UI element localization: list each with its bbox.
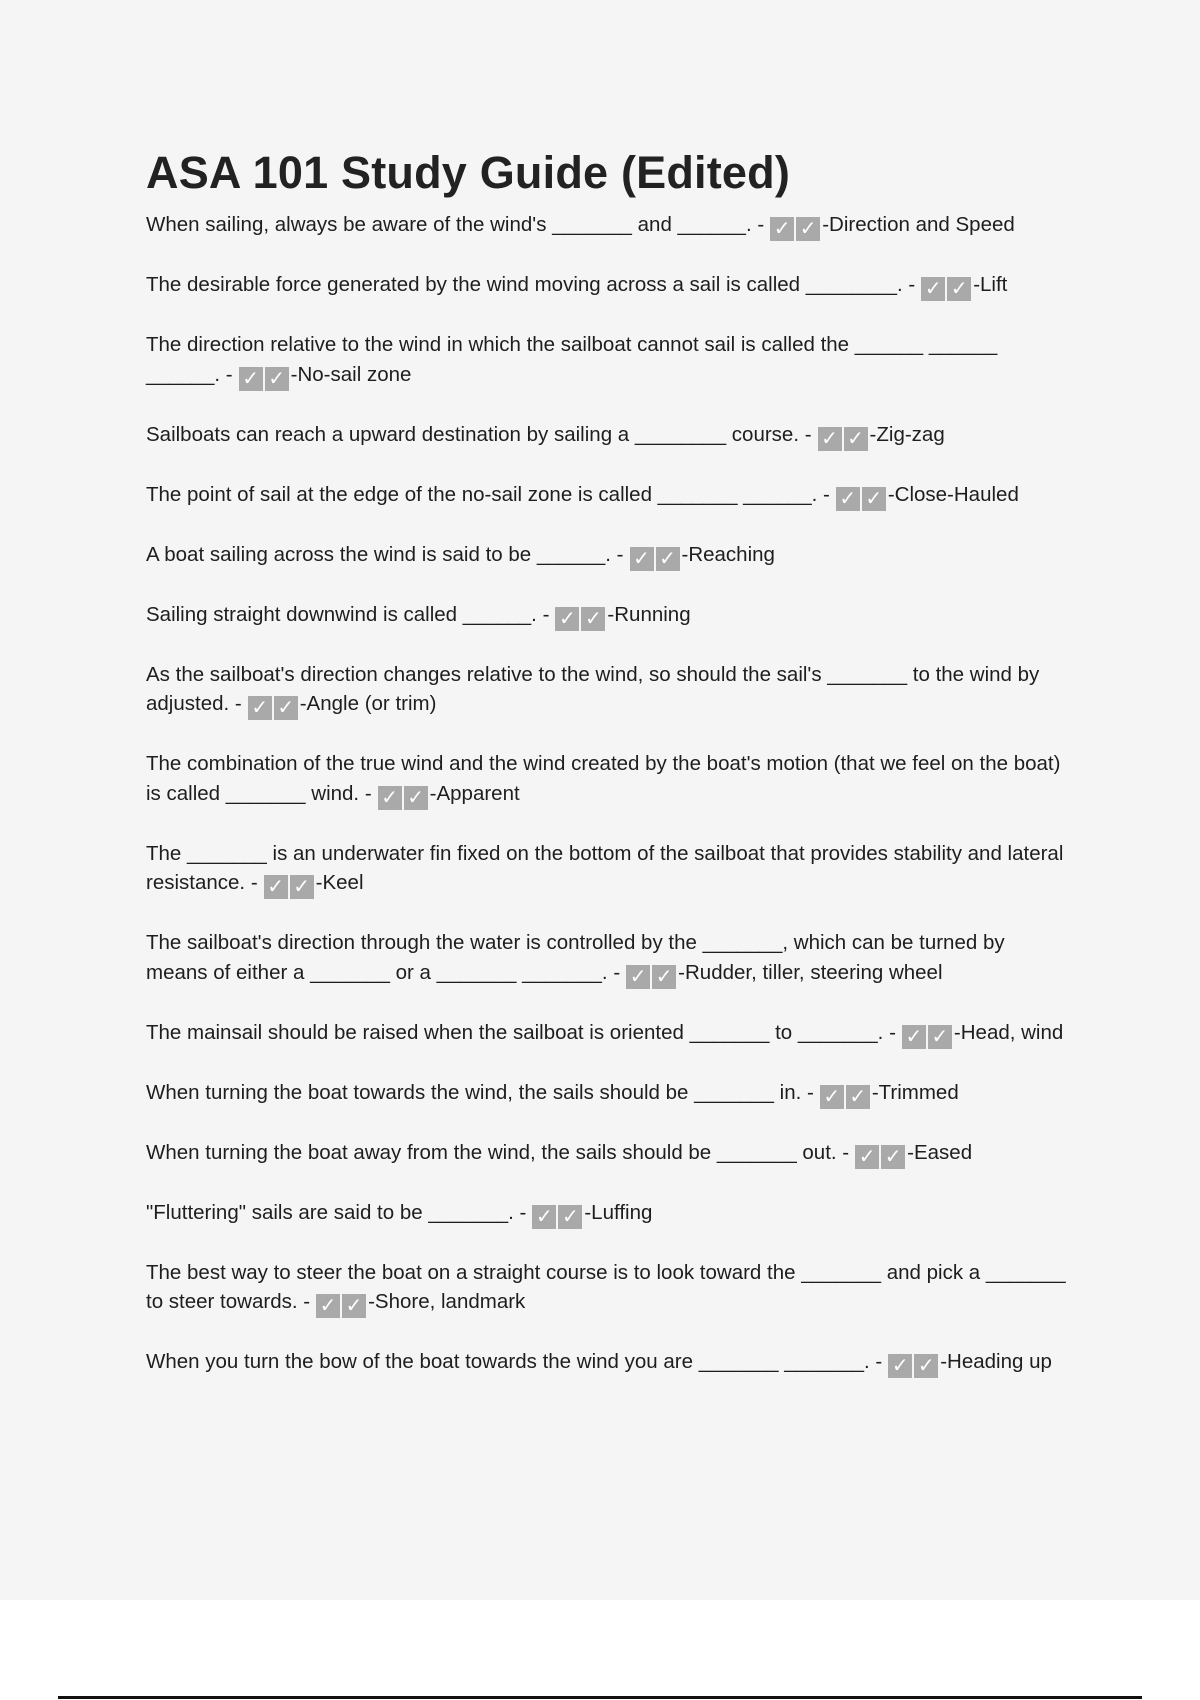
answer-text: -Apparent bbox=[429, 781, 520, 805]
question-text: Sailboats can reach a upward destination by sailing a ________ course. - bbox=[146, 422, 812, 446]
page-divider bbox=[58, 1696, 1142, 1699]
question-item bbox=[146, 270, 1066, 301]
checkmark-icon: ✓ bbox=[902, 1025, 926, 1049]
answer-text: -Rudder, tiller, steering wheel bbox=[678, 960, 943, 984]
question-text: "Fluttering" sails are said to be _______. - bbox=[146, 1200, 527, 1224]
checkmark-icon: ✓ bbox=[404, 786, 428, 810]
question-item bbox=[146, 420, 1066, 451]
checkmark-icon: ✓ bbox=[248, 696, 272, 720]
question-item bbox=[146, 1198, 1066, 1229]
answer-text: -Shore, landmark bbox=[368, 1290, 526, 1313]
question-item bbox=[146, 210, 1066, 241]
checkmark-icon: ✓ bbox=[844, 427, 868, 451]
checkmark-icon: ✓ bbox=[630, 547, 654, 571]
question-list bbox=[146, 210, 1066, 1378]
answer-marker bbox=[630, 543, 682, 570]
checkmark-icon: ✓ bbox=[921, 277, 945, 301]
question-item bbox=[146, 749, 1066, 810]
answer-marker bbox=[626, 961, 678, 988]
checkmark-icon: ✓ bbox=[846, 1085, 870, 1109]
checkmark-icon: ✓ bbox=[836, 487, 860, 511]
answer-text: -Zig-zag bbox=[869, 422, 945, 446]
question-item bbox=[146, 600, 1066, 631]
answer-marker bbox=[888, 1350, 940, 1377]
checkmark-icon: ✓ bbox=[914, 1354, 938, 1378]
answer-marker bbox=[248, 692, 300, 719]
answer-text: -Running bbox=[607, 602, 691, 626]
question-text: Sailing straight downwind is called ______. - bbox=[146, 602, 550, 626]
question-text: The desirable force generated by the wind moving across a sail is called ________. - bbox=[146, 273, 916, 296]
checkmark-icon: ✓ bbox=[290, 875, 314, 899]
answer-text: -No-sail zone bbox=[290, 362, 412, 386]
checkmark-icon: ✓ bbox=[378, 786, 402, 810]
question-item bbox=[146, 330, 1066, 391]
checkmark-icon: ✓ bbox=[862, 487, 886, 511]
question-item bbox=[146, 1347, 1066, 1378]
answer-text: -Keel bbox=[315, 871, 364, 894]
checkmark-icon: ✓ bbox=[626, 965, 650, 989]
answer-text: -Head, wind bbox=[953, 1020, 1064, 1044]
answer-text: -Angle (or trim) bbox=[299, 692, 437, 715]
answer-marker bbox=[836, 483, 888, 510]
question-item bbox=[146, 540, 1066, 571]
question-item bbox=[146, 1258, 1066, 1319]
checkmark-icon: ✓ bbox=[770, 217, 794, 241]
checkmark-icon: ✓ bbox=[818, 427, 842, 451]
question-text: The _______ is an underwater fin fixed on the bottom of the sailboat that provides stability and lateral resistance. - bbox=[146, 841, 1064, 894]
answer-text: -Reaching bbox=[681, 542, 775, 566]
question-item bbox=[146, 660, 1066, 721]
question-text: The sailboat's direction through the water is controlled by the _______, which can be turned by means of either a _______ or a _______ _______. - bbox=[146, 931, 1005, 984]
question-text: The point of sail at the edge of the no-sail zone is called _______ ______. - bbox=[146, 482, 830, 506]
checkmark-icon: ✓ bbox=[796, 217, 820, 241]
question-item bbox=[146, 1138, 1066, 1169]
answer-marker bbox=[902, 1021, 954, 1048]
checkmark-icon: ✓ bbox=[652, 965, 676, 989]
checkmark-icon: ✓ bbox=[342, 1294, 366, 1318]
checkmark-icon: ✓ bbox=[265, 367, 289, 391]
question-item bbox=[146, 1018, 1066, 1049]
question-text: When you turn the bow of the boat towards the wind you are _______ _______. - bbox=[146, 1350, 883, 1373]
answer-marker bbox=[555, 603, 607, 630]
answer-text: -Direction and Speed bbox=[822, 213, 1015, 236]
question-text: As the sailboat's direction changes relative to the wind, so should the sail's _______ to the wind by adjusted. - bbox=[146, 662, 1040, 715]
question-text: The mainsail should be raised when the sailboat is oriented _______ to _______. - bbox=[146, 1020, 896, 1044]
question-text: A boat sailing across the wind is said to be ______. - bbox=[146, 542, 624, 566]
checkmark-icon: ✓ bbox=[274, 696, 298, 720]
checkmark-icon: ✓ bbox=[532, 1205, 556, 1229]
answer-marker bbox=[378, 782, 430, 809]
answer-text: -Lift bbox=[973, 273, 1008, 296]
study-guide-content bbox=[146, 146, 1066, 1407]
answer-text: -Luffing bbox=[584, 1200, 653, 1224]
answer-marker bbox=[820, 1081, 872, 1108]
checkmark-icon: ✓ bbox=[820, 1085, 844, 1109]
answer-text: -Heading up bbox=[940, 1350, 1052, 1373]
question-text: When turning the boat away from the wind, the sails should be _______ out. - bbox=[146, 1140, 850, 1164]
checkmark-icon: ✓ bbox=[581, 607, 605, 631]
checkmark-icon: ✓ bbox=[947, 277, 971, 301]
question-text: When sailing, always be aware of the wind's _______ and ______. - bbox=[146, 213, 765, 236]
question-item bbox=[146, 1078, 1066, 1109]
checkmark-icon: ✓ bbox=[656, 547, 680, 571]
question-text: The best way to steer the boat on a straight course is to look toward the _______ and pick a _______ to steer towards. - bbox=[146, 1260, 1066, 1313]
question-text: When turning the boat towards the wind, the sails should be _______ in. - bbox=[146, 1080, 814, 1104]
question-item bbox=[146, 839, 1066, 900]
answer-marker bbox=[532, 1201, 584, 1228]
page-title: ASA 101 Study Guide (Edited) bbox=[146, 147, 791, 198]
checkmark-icon: ✓ bbox=[239, 367, 263, 391]
question-text: The combination of the true wind and the wind created by the boat's motion (that we feel on the boat) is called _______ wind. - bbox=[146, 752, 1061, 805]
answer-text: -Eased bbox=[907, 1140, 973, 1164]
question-item bbox=[146, 480, 1066, 511]
checkmark-icon: ✓ bbox=[888, 1354, 912, 1378]
answer-marker bbox=[264, 871, 316, 898]
checkmark-icon: ✓ bbox=[881, 1145, 905, 1169]
answer-marker bbox=[855, 1141, 907, 1168]
answer-text: -Close-Hauled bbox=[887, 482, 1019, 506]
question-text: The direction relative to the wind in which the sailboat cannot sail is called the ______ ______ ______. - bbox=[146, 333, 998, 386]
answer-marker bbox=[239, 363, 291, 390]
answer-marker bbox=[818, 423, 870, 450]
checkmark-icon: ✓ bbox=[264, 875, 288, 899]
question-item bbox=[146, 928, 1066, 989]
answer-marker bbox=[316, 1290, 368, 1317]
checkmark-icon: ✓ bbox=[316, 1294, 340, 1318]
checkmark-icon: ✓ bbox=[558, 1205, 582, 1229]
checkmark-icon: ✓ bbox=[855, 1145, 879, 1169]
checkmark-icon: ✓ bbox=[928, 1025, 952, 1049]
answer-text: -Trimmed bbox=[871, 1080, 959, 1104]
answer-marker bbox=[921, 273, 973, 300]
answer-marker bbox=[770, 213, 822, 240]
checkmark-icon: ✓ bbox=[555, 607, 579, 631]
